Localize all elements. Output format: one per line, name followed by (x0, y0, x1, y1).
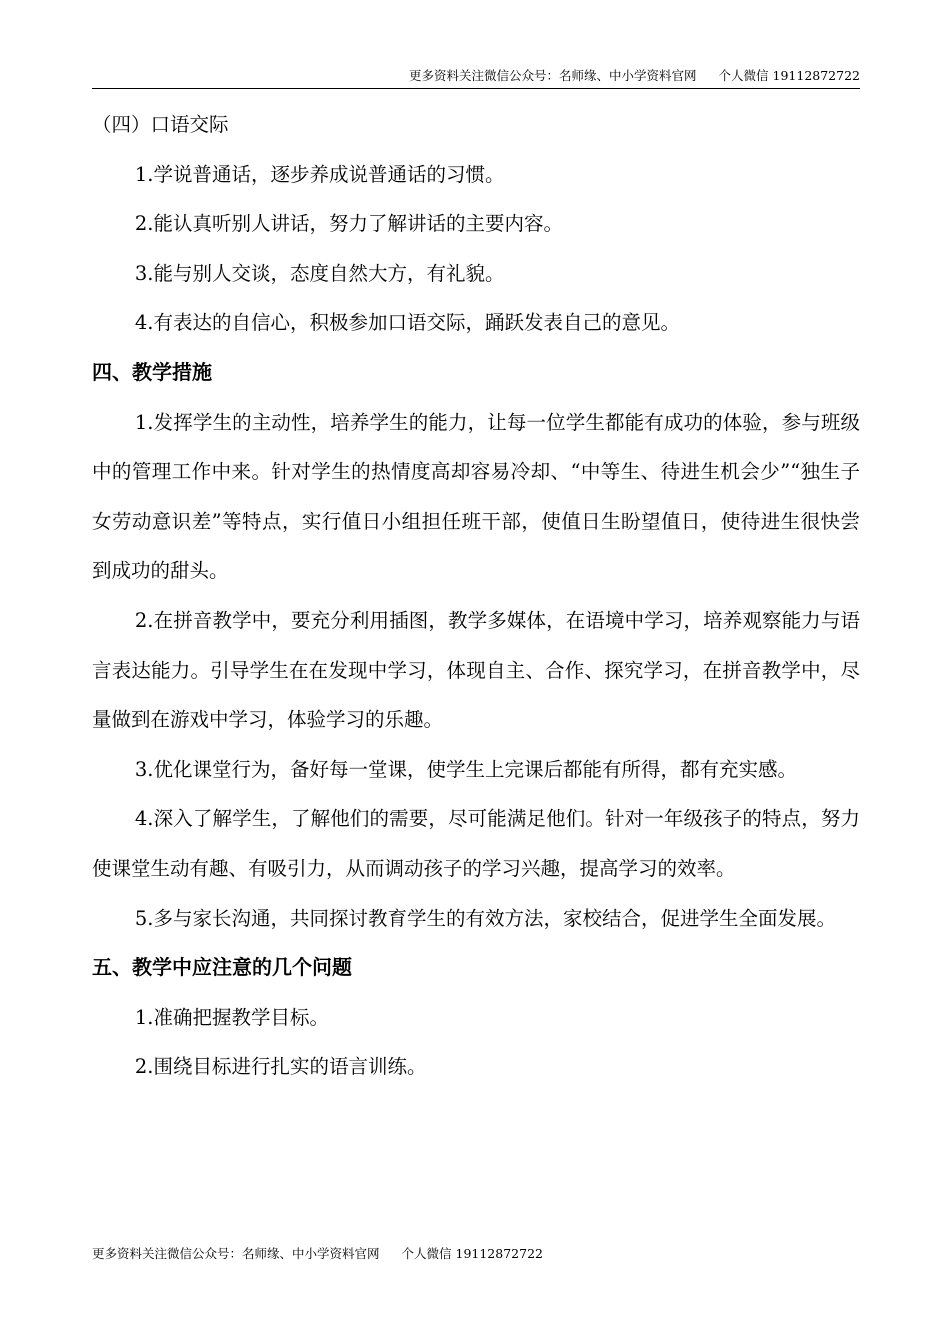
document-body (92, 100, 860, 1092)
note-1: 1.准确把握教学目标。 (134, 1005, 329, 1029)
oral-item-1: 1.学说普通话，逐步养成说普通话的习惯。 (134, 162, 505, 186)
note-2: 2.围绕目标进行扎实的语言训练。 (134, 1055, 427, 1079)
measure-1: 1.发挥学生的主动性，培养学生的能力，让每一位学生都能有成功的体验，参与班级中的管理工作中来。针对学生的热情度高却容易冷却、“中等生、待进生机会少”“独生子女劳动意识差”等特点，实行值日小组担任班干部，使值日生盼望值日，使待进生很快尝到成功的甜头。 (92, 410, 860, 583)
measure-3: 3.优化课堂行为，备好每一堂课，使学生上完课后都能有所得，都有充实感。 (134, 757, 797, 781)
footer-wechat-info: 更多资料关注微信公众号：名师缘、中小学资料官网 (92, 1246, 380, 1261)
footer-personal-wechat: 个人微信 19112872722 (401, 1246, 543, 1261)
measure-5: 5.多与家长沟通，共同探讨教育学生的有效方法，家校结合，促进学生全面发展。 (134, 906, 836, 930)
oral-item-2: 2.能认真听别人讲话，努力了解讲话的主要内容。 (134, 212, 563, 236)
measure-4: 4.深入了解学生，了解他们的需要，尽可能满足他们。针对一年级孩子的特点，努力使课堂生动有趣、有吸引力，从而调动孩子的学习兴趣，提高学习的效率。 (92, 807, 860, 880)
header-wechat-info: 更多资料关注微信公众号：名师缘、中小学资料官网 (409, 68, 697, 83)
page-header (92, 66, 860, 89)
measure-2: 2.在拼音教学中，要充分利用插图，教学多媒体，在语境中学习，培养观察能力与语言表达能力。引导学生在在发现中学习，体现自主、合作、探究学习，在拼音教学中，尽量做到在游戏中学习，体验学习的乐趣。 (92, 608, 860, 732)
oral-communication-heading: （四）口语交际 (92, 113, 229, 136)
header-personal-wechat: 个人微信 19112872722 (718, 68, 860, 83)
oral-item-3: 3.能与别人交谈，态度自然大方，有礼貌。 (134, 261, 505, 285)
section-4-heading: 四、教学措施 (92, 359, 212, 384)
section-5-heading: 五、教学中应注意的几个问题 (92, 955, 352, 980)
page-footer (92, 1244, 543, 1264)
oral-item-4: 4.有表达的自信心，积极参加口语交际，踊跃发表自己的意见。 (134, 311, 680, 335)
